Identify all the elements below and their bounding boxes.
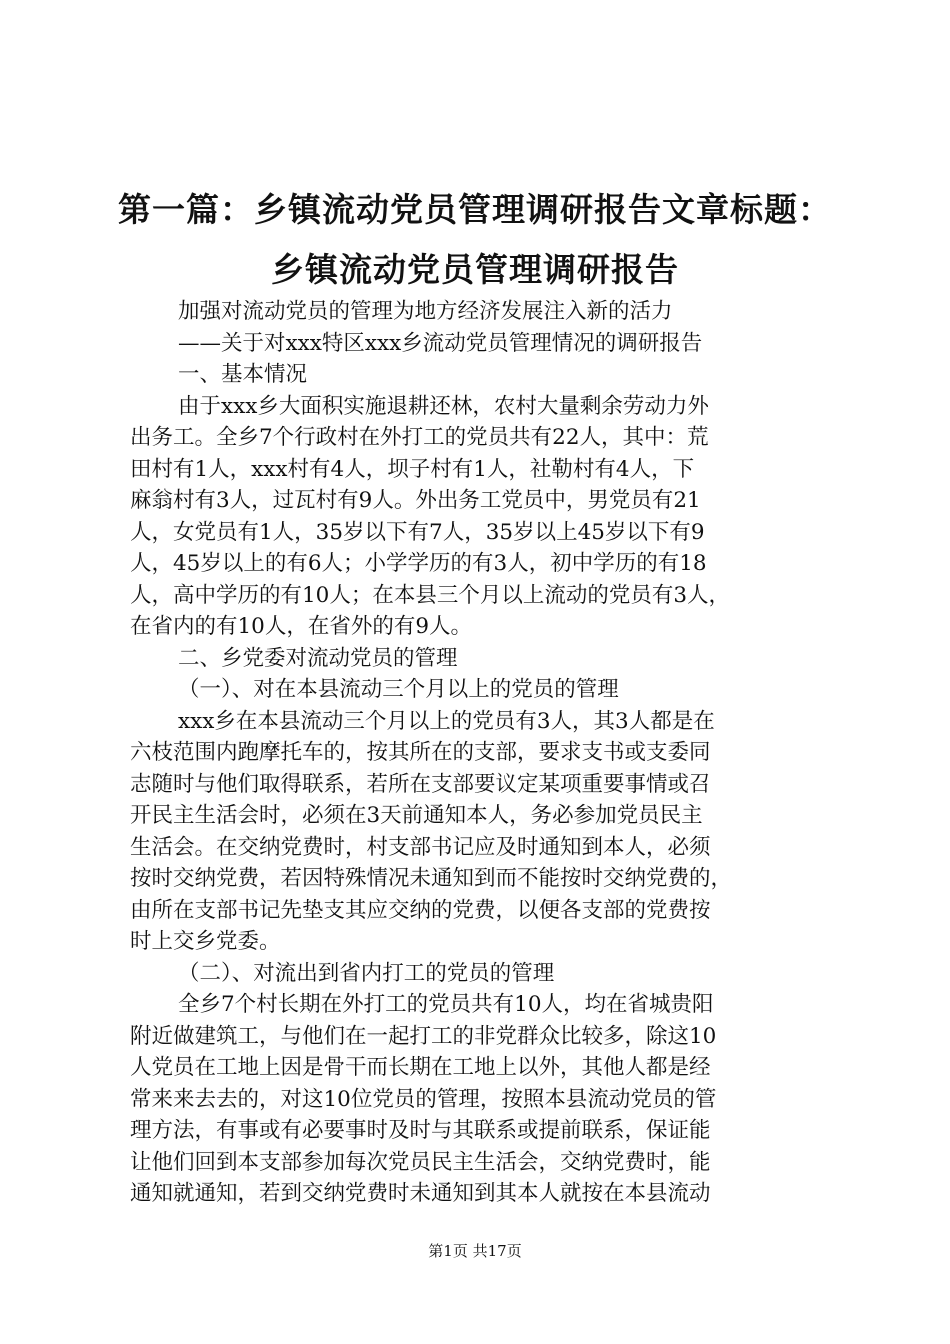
paragraph-line: 开民主生活会时，必须在3天前通知本人，务必参加党员民主 <box>130 803 703 828</box>
paragraph-line: 按时交纳党费，若因特殊情况未通知到而不能按时交纳党费的， <box>130 866 733 891</box>
paragraph-line: 全乡7个村长期在外打工的党员共有10人，均在省城贵阳 <box>178 992 714 1017</box>
paragraph-line: 理方法，有事或有必要事时及时与其联系或提前联系，保证能 <box>130 1118 711 1143</box>
paragraph-line: 出务工。全乡7个行政村在外打工的党员共有22人，其中：荒 <box>130 425 709 450</box>
paragraph-line: 时上交乡党委。 <box>130 929 281 954</box>
paragraph-line: 让他们回到本支部参加每次党员民主生活会，交纳党费时，能 <box>130 1149 711 1175</box>
paragraph-line: 人，高中学历的有10人；在本县三个月以上流动的党员有3人， <box>130 582 731 608</box>
paragraph-line: 六枝范围内跑摩托车的，按其所在的支部，要求支书或支委同 <box>130 740 711 765</box>
article-heading: 加强对流动党员的管理为地方经济发展注入新的活力 <box>178 299 673 324</box>
paragraph-basic-info <box>130 391 830 643</box>
paragraph-line: 人，45岁以上的有6人；小学学历的有3人，初中学历的有18 <box>130 551 707 576</box>
paragraph-line: 麻翁村有3人，过瓦村有9人。外出务工党员中，男党员有21 <box>130 488 701 513</box>
paragraph-line: 由所在支部书记先垫支其应交纳的党费，以便各支部的党费按 <box>130 897 711 923</box>
paragraph-line: 人党员在工地上因是骨干而长期在工地上以外，其他人都是经 <box>130 1055 711 1080</box>
paragraph-line: 常来来去去的，对这10位党员的管理，按照本县流动党员的管 <box>130 1086 717 1112</box>
article-subheading: ——关于对xxx特区xxx乡流动党员管理情况的调研报告 <box>178 330 703 356</box>
paragraph-line: xxx乡在本县流动三个月以上的党员有3人，其3人都是在 <box>178 708 715 734</box>
subsection-heading-local: （一）、对在本县流动三个月以上的党员的管理 <box>178 677 619 702</box>
section-heading-management: 二、乡党委对流动党员的管理 <box>178 645 458 671</box>
paragraph-line: 由于xxx乡大面积实施退耕还林，农村大量剩余劳动力外 <box>178 393 709 419</box>
subsection-heading-province: （二）、对流出到省内打工的党员的管理 <box>178 960 555 986</box>
paragraph-province-management <box>130 989 830 1210</box>
paragraph-line: 在省内的有10人，在省外的有9人。 <box>130 614 473 639</box>
paragraph-line: 附近做建筑工，与他们在一起打工的非党群众比较多，除这10 <box>130 1023 717 1049</box>
document-title-line-1: 第一篇：乡镇流动党员管理调研报告文章标题： <box>118 190 832 229</box>
paragraph-line: 生活会。在交纳党费时，村支部书记应及时通知到本人，必须 <box>130 834 711 860</box>
section-heading-basic-info: 一、基本情况 <box>178 362 308 387</box>
paragraph-line: 田村有1人，xxx村有4人，坝子村有1人，社勒村有4人，下 <box>130 456 695 482</box>
page-number-footer: 第1页 共17页 <box>428 1242 522 1260</box>
paragraph-local-management <box>130 706 830 958</box>
paragraph-line: 志随时与他们取得联系，若所在支部要议定某项重要事情或召 <box>130 771 711 797</box>
document-title-line-2: 乡镇流动党员管理调研报告 <box>271 250 679 289</box>
paragraph-line: 通知就通知，若到交纳党费时未通知到其本人就按在本县流动 <box>130 1181 711 1206</box>
document-body <box>130 296 830 1210</box>
paragraph-line: 人，女党员有1人，35岁以下有7人，35岁以上45岁以下有9 <box>130 519 705 545</box>
